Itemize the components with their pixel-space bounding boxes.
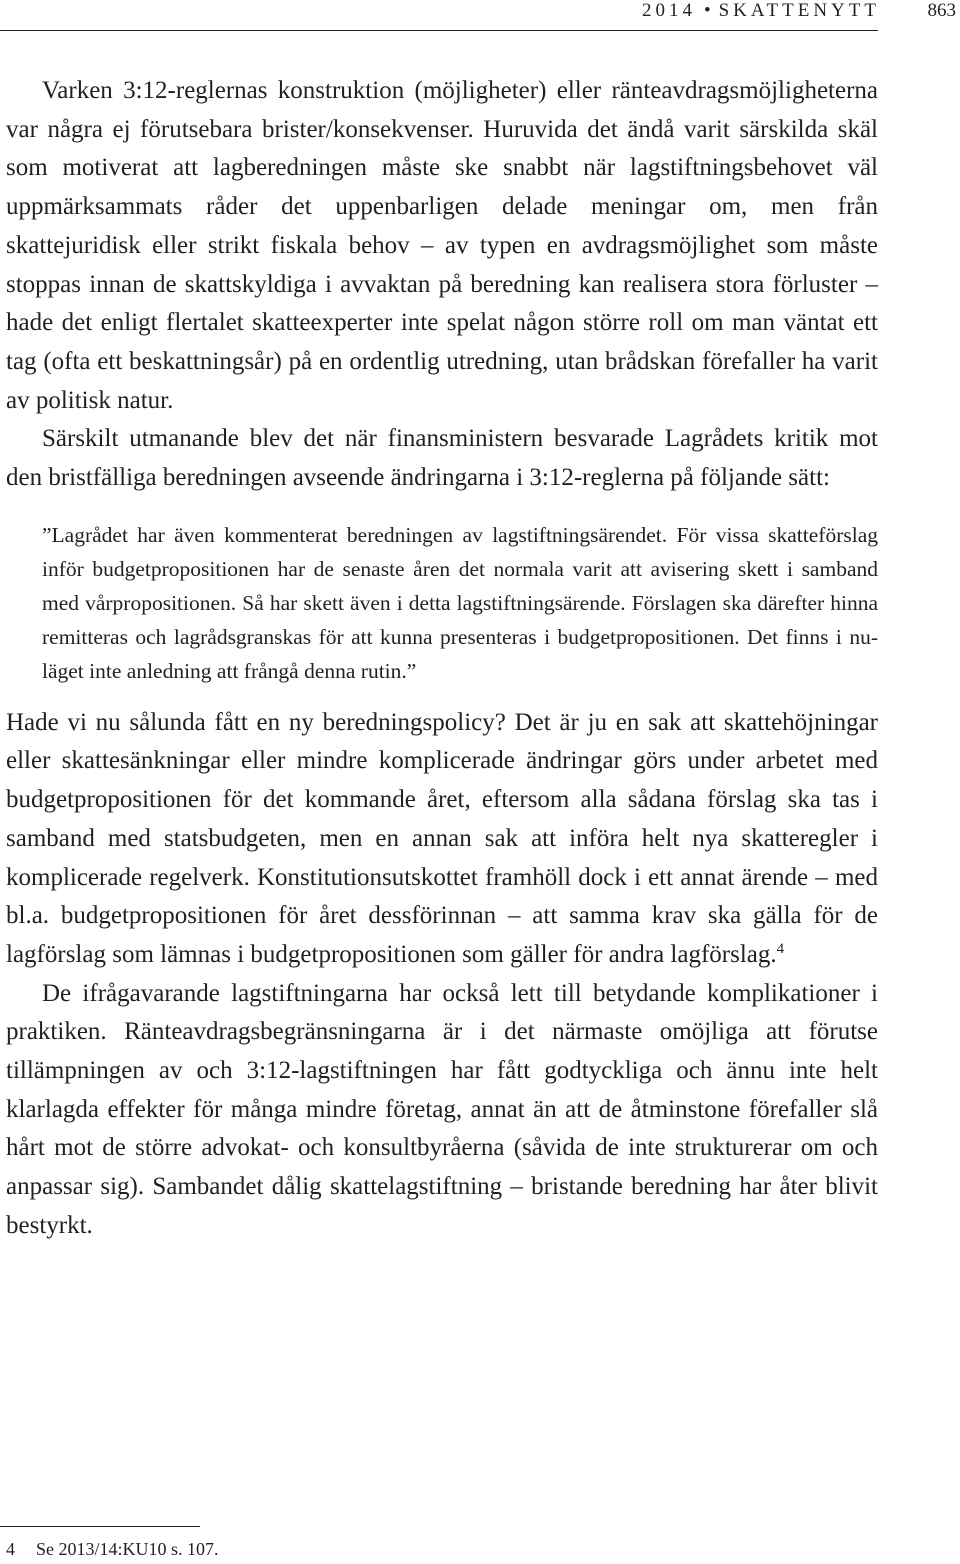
header-separator: • (703, 0, 711, 21)
paragraph-1: Varken 3:12-reglernas konstruktion (möjligheter) eller ränteavdragsmöjligheterna var några ej förutsebara brister/konsekvenser. Huruvida det ändå varit särskilda skäl som motiverat att lagberedningen måste ske snabbt när lagstiftningsbehovet väl uppmärksammats råder det uppenbarligen delade meningar om, men från skattejuridisk eller strikt fiskala behov – av typen en avdragsmöjlighet som måste stoppas innan de skattskyldiga i avvaktan på beredning kan realisera stora förluster – hade det enligt flertalet skatteexperter inte spelat någon större roll om man väntat ett tag (ofta ett beskattningsår) på en ordentlig utredning, utan brådskan förefaller ha varit av politisk natur. (6, 77, 878, 414)
paragraph-2: Särskilt utmanande blev det när finansministern besvarade Lagrådets kritik mot den bristfälliga beredningen avseende ändringarna i 3:12-reglerna på följande sätt: (6, 425, 878, 492)
article-body (6, 72, 878, 1246)
running-title (642, 0, 880, 22)
footnote (6, 1538, 219, 1560)
footnote-reference: 4 (776, 940, 785, 957)
paragraph-4: De ifrågavarande lagstiftningarna har också lett till betydande komplikationer i praktiken. Ränteavdragsbegränsningarna är i det närmaste omöjliga att förutse tillämpningen av och 3:12-lagstiftningen har fått godtyckliga och ännu inte helt klarlagda effekter för många mindre företag, annat än att de åtminstone förefaller slå hårt mot de större advokat- och konsultbyråerna (såvida de inte strukturerar om och anpassar sig). Sambandet dålig skattelagstiftning – bristande beredning har åter blivit bestyrkt. (6, 979, 878, 1239)
running-header (0, 0, 960, 32)
page-number: 863 (927, 0, 956, 21)
quote-text: ”Lagrådet har även kommenterat beredningen av lagstiftningsärendet. För vissa skatteförslag inför budgetpropositionen har de senaste åren det normala varit att avisering skett i samband med vårpropositionen. Så har skett även i detta lagstiftningsärende. Förslagen ska därefter hinna remitteras och lagrådsgranskas för att kunna presenteras i budgetpropositionen. Det finns i nuläget inte anledning att frångå denna rutin.” (42, 522, 878, 683)
footnote-text: Se 2013/14:KU10 s. 107. (36, 1539, 219, 1559)
header-rule (0, 30, 878, 31)
footnote-number: 4 (6, 1539, 15, 1559)
block-quote (42, 518, 878, 688)
paragraph-3-text: Hade vi nu sålunda fått en ny beredningspolicy? Det är ju en sak att skattehöjningar eller skattesänkningar eller mindre komplicerade ändringar görs under arbetet med budgetpropositionen för det kommande året, eftersom alla sådana förslag ska tas i samband med statsbudgeten, men en annan sak att införa helt nya skatteregler i komplicerade regelverk. Konstitutionsutskottet framhöll dock i ett annat ärende – med bl.a. budgetpropositionen för året dessförinnan – att samma krav ska gälla för de lagförslag som lämnas i budgetpropositionen som gäller för andra lagförslag. (6, 708, 878, 968)
header-journal: SKATTENYTT (718, 0, 880, 21)
paragraph-3 (6, 704, 878, 975)
footnote-rule (0, 1526, 200, 1527)
header-year: 2014 (641, 0, 696, 21)
